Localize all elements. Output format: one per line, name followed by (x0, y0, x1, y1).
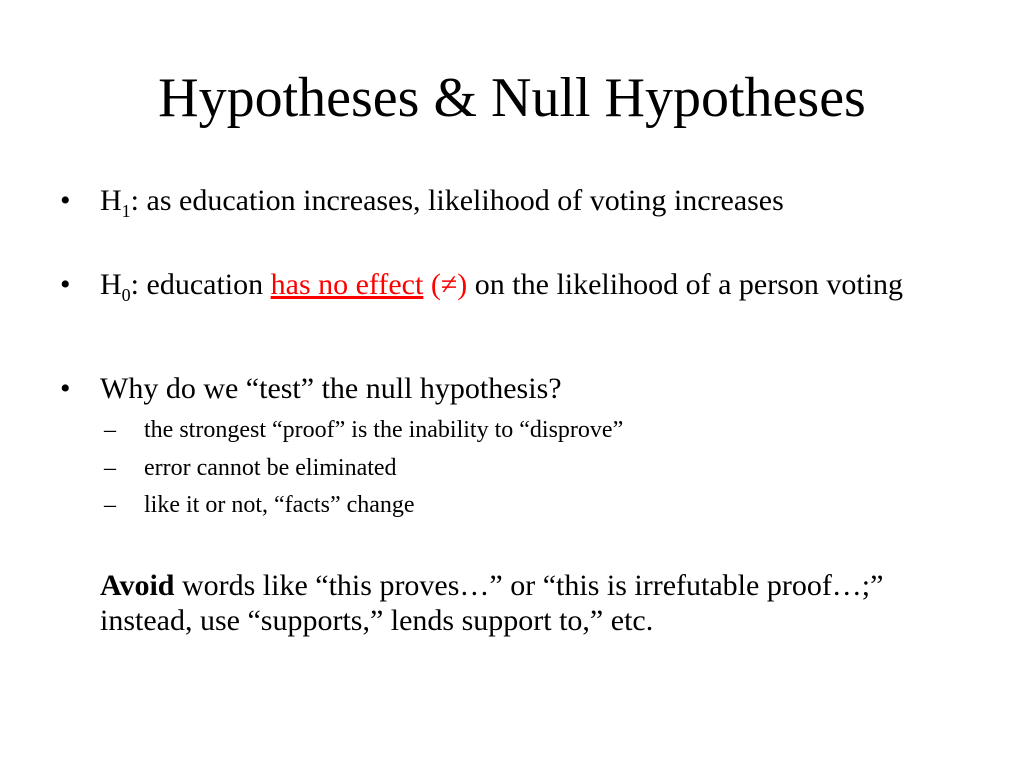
dash-icon: – (104, 455, 116, 481)
avoid-note-text: words like “this proves…” or “this is irrefutable proof…;” instead, use “supports,” lends support to,” etc. (100, 569, 884, 637)
sub-item-text: like it or not, “facts” change (144, 492, 415, 518)
h0-highlight: has no effect (270, 268, 424, 301)
h0-text-before: : education (130, 268, 271, 301)
bullet-h0-text (100, 268, 970, 305)
h1-statement: : as education increases, likelihood of voting increases (130, 184, 784, 217)
bullet-h1-text (100, 184, 970, 221)
h0-subscript: 0 (121, 285, 131, 305)
bullet-dot-icon: • (60, 184, 71, 217)
h1-subscript: 1 (121, 201, 131, 221)
dash-icon: – (104, 417, 116, 443)
h0-prefix: H (100, 268, 122, 301)
dash-icon: – (104, 492, 116, 518)
h0-symbol: (≠) (423, 268, 468, 301)
slide-title: Hypotheses & Null Hypotheses (158, 67, 866, 129)
sub-item-text: the strongest “proof” is the inability to “disprove” (144, 417, 624, 443)
bullet-why-test-text: Why do we “test” the null hypothesis? (100, 372, 562, 405)
h1-prefix: H (100, 184, 122, 217)
bullet-dot-icon: • (60, 372, 71, 405)
sub-item-text: error cannot be eliminated (144, 455, 397, 481)
avoid-label: Avoid (100, 569, 175, 602)
h0-text-after: on the likelihood of a person voting (467, 268, 904, 301)
bullet-dot-icon: • (60, 268, 71, 301)
avoid-note (100, 568, 980, 638)
